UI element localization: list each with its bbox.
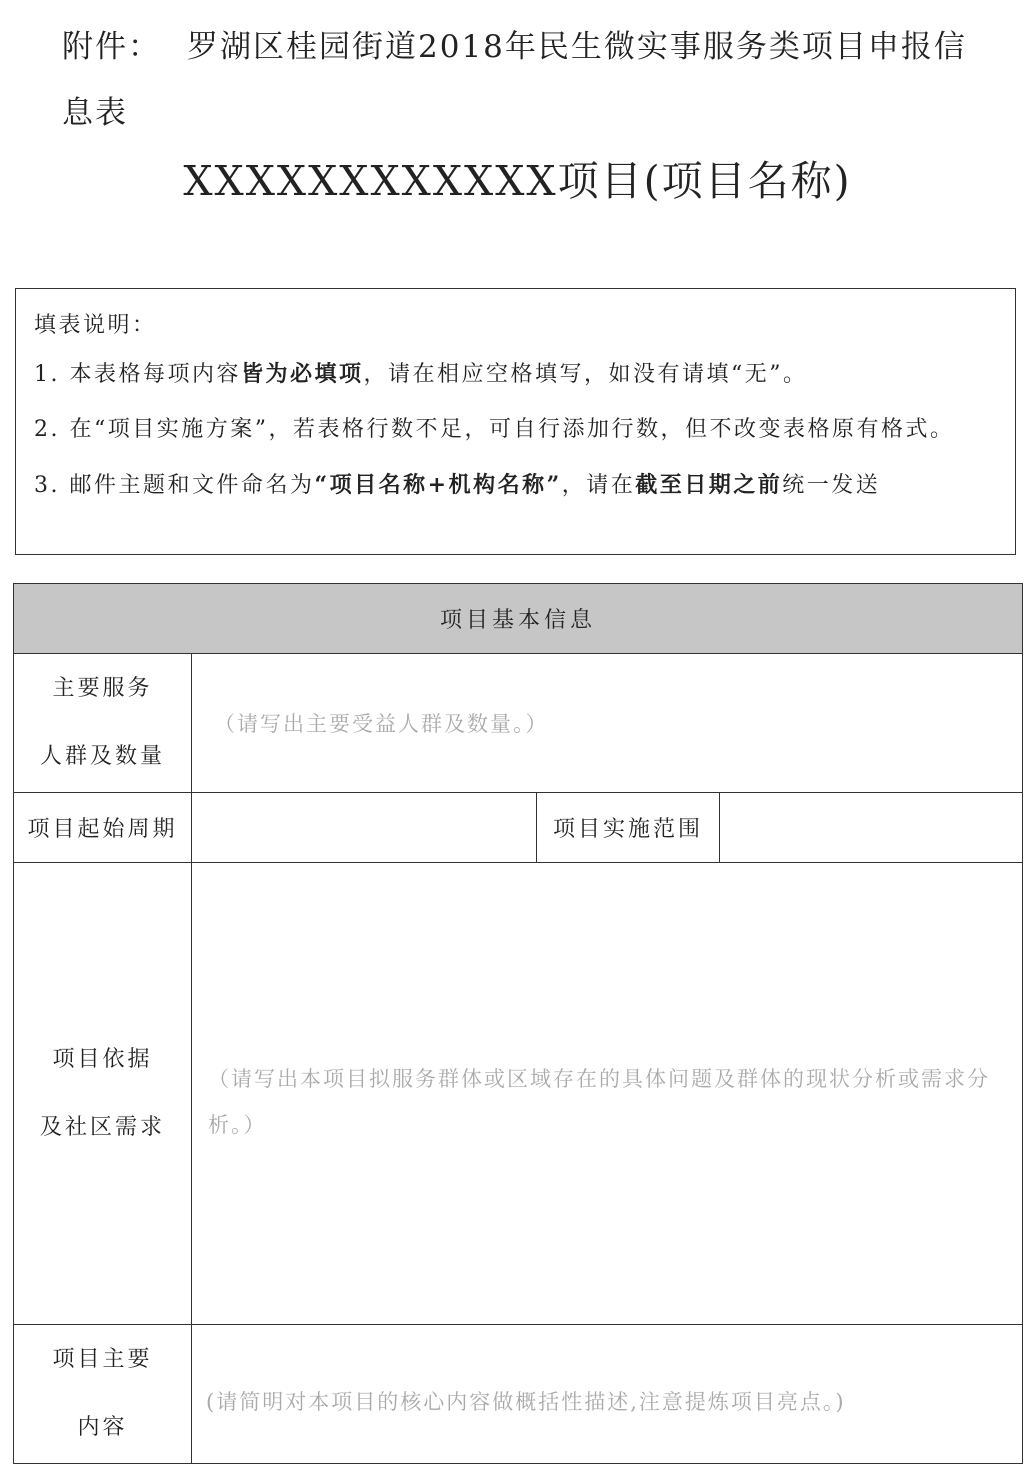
- attachment-prefix: 附件：: [62, 29, 161, 65]
- basis-hint: （请写出本项目拟服务群体或区域存在的具体问题及群体的现状分析或需求分析。）: [208, 1066, 990, 1137]
- instruction-3-text-end: 统一发送: [782, 473, 881, 498]
- basis-label-line1: 项目依据: [52, 1046, 153, 1072]
- instructions-title: 填表说明：: [34, 313, 157, 338]
- period-label: 项目起始周期: [14, 793, 192, 863]
- instruction-item-1: [34, 357, 999, 392]
- content-label-line1: 项目主要: [52, 1347, 153, 1372]
- service-group-field[interactable]: [192, 654, 1023, 793]
- service-group-label-line1: 主要服务: [52, 676, 153, 701]
- basis-label-line2: 及社区需求: [39, 1114, 165, 1140]
- service-group-label-line2: 人群及数量: [39, 744, 165, 769]
- basis-label: [14, 863, 192, 1325]
- content-hint: (请简明对本项目的核心内容做概括性描述,注意提炼项目亮点。): [206, 1390, 846, 1414]
- document-heading: [62, 14, 982, 146]
- service-group-label: [14, 654, 192, 793]
- instruction-3-text: 3. 邮件主题和文件命名为: [34, 473, 315, 498]
- instruction-1-text-end: ，请在相应空格填写，如没有请填“无”。: [363, 362, 808, 387]
- service-group-hint: （请写出主要受益人群及数量。）: [214, 712, 549, 736]
- period-field[interactable]: [192, 793, 537, 863]
- content-field[interactable]: [192, 1325, 1023, 1464]
- instruction-3-emphasis-name: “项目名称+机构名称”: [314, 472, 562, 498]
- content-label-line2: 内容: [77, 1415, 128, 1440]
- instructions-box: [15, 288, 1016, 555]
- instruction-item-3: [34, 468, 999, 503]
- scope-field[interactable]: [720, 793, 1023, 863]
- content-label: [14, 1325, 192, 1464]
- scope-label: 项目实施范围: [537, 793, 720, 863]
- basis-field[interactable]: [192, 863, 1023, 1325]
- section-header-basic-info: 项目基本信息: [14, 584, 1023, 654]
- document-title: 罗湖区桂园街道2018年民生微实事服务类项目申报信息表: [62, 29, 967, 131]
- instruction-item-2: 2. 在“项目实施方案”，若表格行数不足，可自行添加行数，但不改变表格原有格式。: [34, 417, 955, 442]
- instruction-1-emphasis: 皆为必填项: [240, 361, 364, 387]
- instruction-3-text-mid: ，请在: [561, 473, 636, 498]
- instruction-3-emphasis-deadline: 截至日期之前: [635, 472, 783, 498]
- instruction-1-text: 1. 本表格每项内容: [34, 362, 241, 387]
- project-name-title: XXXXXXXXXXXX项目(项目名称): [183, 157, 852, 205]
- project-info-table: [13, 583, 1023, 1464]
